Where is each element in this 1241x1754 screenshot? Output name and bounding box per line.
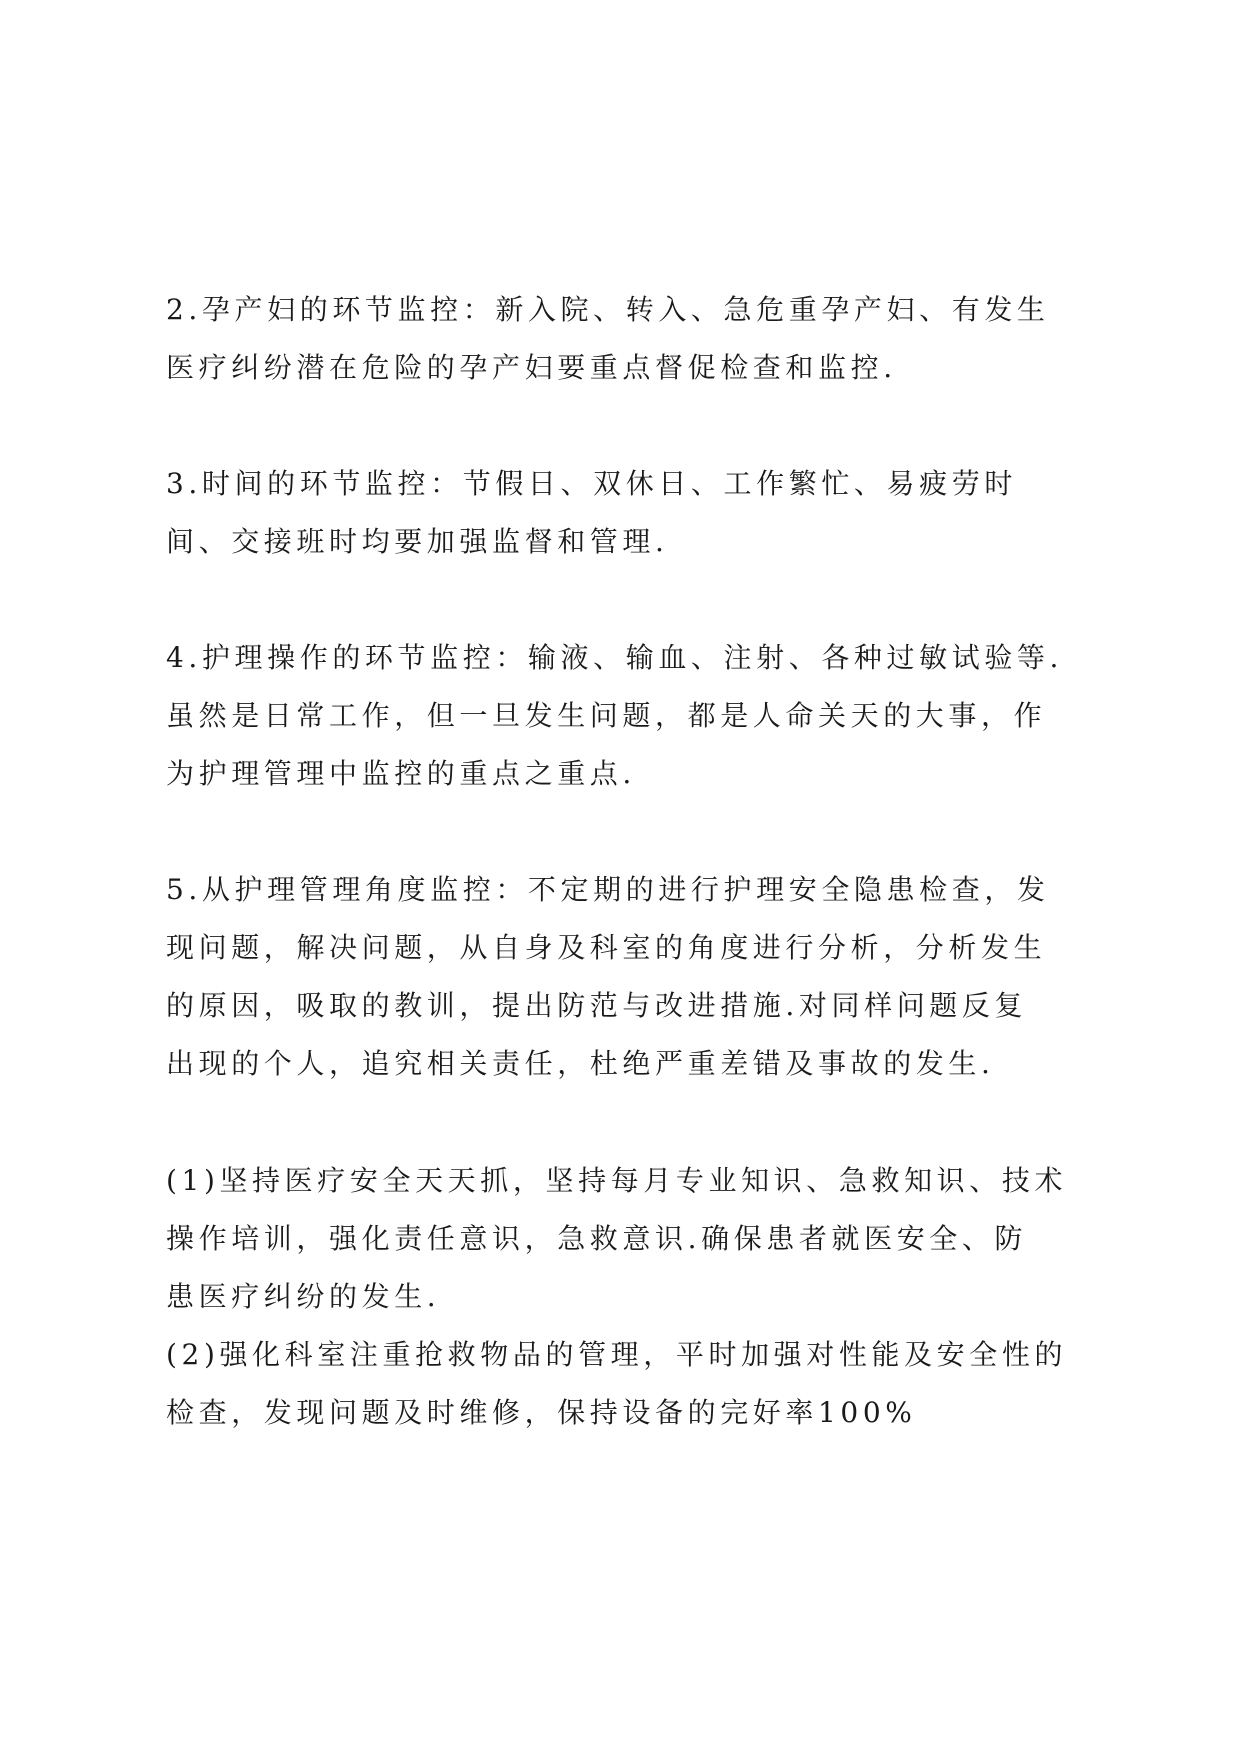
paragraph-time-monitoring [166, 455, 1086, 571]
paragraph-safety-training [166, 1152, 1086, 1326]
paragraph-line: (2)强化科室注重抢救物品的管理，平时加强对性能及安全性的 [166, 1338, 1068, 1371]
paragraph-line: 虽然是日常工作，但一旦发生问题，都是人命关天的大事，作 [166, 699, 1047, 732]
paragraph-line: 为护理管理中监控的重点之重点. [166, 757, 636, 790]
paragraph-line: 5.从护理管理角度监控：不定期的进行护理安全隐患检查，发 [166, 873, 1050, 906]
paragraph-line: 的原因，吸取的教训，提出防范与改进措施.对同样问题反复 [166, 989, 1028, 1022]
paragraph-line: (1)坚持医疗安全天天抓，坚持每月专业知识、急救知识、技术 [166, 1164, 1068, 1197]
paragraph-line: 间、交接班时均要加强监督和管理. [166, 525, 669, 558]
paragraph-management-monitoring [166, 861, 1086, 1093]
paragraph-line: 操作培训，强化责任意识，急救意识.确保患者就医安全、防 [166, 1222, 1028, 1255]
paragraph-line: 2.孕产妇的环节监控：新入院、转入、急危重孕产妇、有发生 [166, 293, 1050, 326]
paragraph-line: 医疗纠纷潜在危险的孕产妇要重点督促检查和监控. [166, 351, 897, 384]
paragraph-nursing-operation-monitoring [166, 629, 1086, 803]
paragraph-line: 3.时间的环节监控：节假日、双休日、工作繁忙、易疲劳时 [166, 467, 1017, 500]
paragraph-line: 现问题，解决问题，从自身及科室的角度进行分析，分析发生 [166, 931, 1047, 964]
paragraph-line: 检查，发现问题及时维修，保持设备的完好率100% [166, 1396, 917, 1429]
paragraph-pregnant-women-monitoring [166, 281, 1086, 397]
paragraph-line: 4.护理操作的环节监控：输液、输血、注射、各种过敏试验等. [166, 641, 1064, 674]
paragraph-line: 出现的个人，追究相关责任，杜绝严重差错及事故的发生. [166, 1047, 995, 1080]
paragraph-line: 患医疗纠纷的发生. [166, 1280, 441, 1313]
paragraph-rescue-equipment [166, 1326, 1086, 1442]
